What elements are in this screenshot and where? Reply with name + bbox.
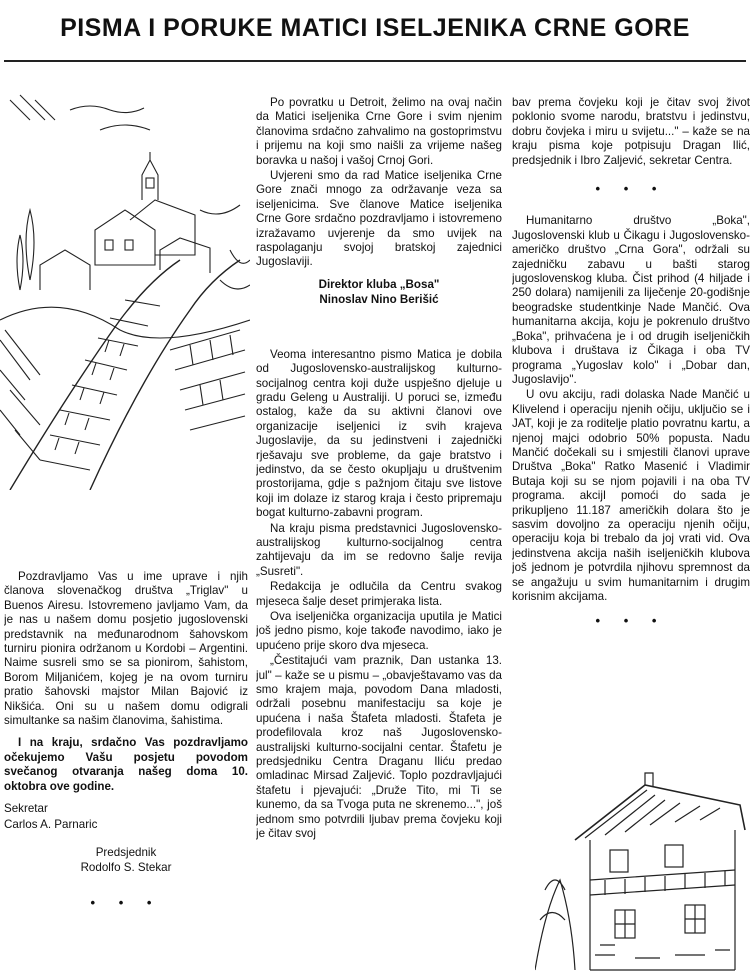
director-role: Direktor kluba „Bosa" bbox=[318, 277, 440, 291]
left-column bbox=[4, 570, 248, 974]
mid-paragraph-5: Redakcija je odlučila da Centru svakog mjeseca šalje deset primjeraka lista. bbox=[256, 580, 502, 608]
mid-paragraph-2: Uvjereni smo da rad Matice iseljenika Crne Gore znači mnogo za održavanje veza sa iseljenicima. Sve članove Matice iseljenika Crne Gore srdačno pozdravljamo i istovremeno izražavamo uvjerenje da smo uvijek na raspolaganju svojoj bratskoj zajednici Jugoslaviji. bbox=[256, 169, 502, 269]
section-separator: • • • bbox=[90, 894, 162, 910]
left-paragraph-2: I na kraju, srdačno Vas pozdravljamo očekujemo Vašu posjetu povodom svečanog otvaranja našeg doma 10. oktobra ove godine. bbox=[4, 736, 248, 793]
mid-paragraph-7: „Čestitajući vam praznik, Dan ustanka 13. jul" – kaže se u pismu – „obavještavamo vas da smo krajem maja, povodom Dana mladosti, održali posebnu manifestaciju sa koje je upućena i naša Štafeta mladosti. Štafeta je prodefilovala kroz naš Jugoslovensko-australijski kulturno-socijalni centar. Štafetu je predsjedniku Centra Draganu Iliću predao omladinac Mirsad Zaljević. Toplo pozdravljajući štafetu i pjevajući: „Druže Tito, mi Ti se kunemo, da sa Tvoga puta ne skrenemo...", još jednom smo potvrdili ljubav prema čovjeku koji je čitav svoj bbox=[256, 654, 502, 841]
section-separator-2: • • • bbox=[595, 613, 667, 629]
mid-paragraph-3: Veoma interesantno pismo Matica je dobila od Jugoslovensko-australijskog kulturno-socijalnog centra koji duže uspješno djeluje u gradu Geleng u Australiji. U poruci se, između ostalog, kaže da su aktivni članovi ove organizacije iseljenici iz svih krajeva Jugoslavije, da su jedinstveni i zajednički rješavaju sve probleme, da gaje bratstvo i jedinstvo, da se često okupljaju u društvenim prostorijama, gdje s pažnjom čitaju sve listove koji im dolaze iz starog kraja i često pripremaju bogat kulturno-zabavni program. bbox=[256, 347, 502, 520]
secretary-name: Carlos A. Parnaric bbox=[4, 817, 98, 831]
section-separator-1: • • • bbox=[595, 181, 667, 197]
mid-paragraph-4: Na kraju pisma predstavnici Jugoslovensko-australijskog kulturno-socijalnog centra zahtijevaju da im se redovno šalje revija „Susreti". bbox=[256, 521, 502, 578]
president-name: Rodolfo S. Stekar bbox=[80, 861, 172, 875]
left-paragraph-1: Pozdravljamo Vas u ime uprave i njih članova slovenačkog društva „Triglav" u Buenos Airesu. Istovremeno javljamo Vam, da je nas u našem domu posjetio jugoslovenski predstavnik na međunarodnom šahovskom turniru pionira održanom u Kordobi – Argentini. Naime susreli smo se sa pionirom, šahistom, Borom Miljanićem, kojeg je na ovom turniru pratio šahovski majstor Milan Bajović iz Nikšića. Oni su u našem domu odigrali simultanke sa našim članovima, šahistima. bbox=[4, 570, 248, 728]
director-name: Ninoslav Nino Berišić bbox=[319, 293, 439, 307]
secretary-role: Sekretar bbox=[4, 802, 48, 816]
title-rule bbox=[4, 60, 746, 62]
president-role: Predsjednik bbox=[95, 845, 157, 859]
old-house-illustration bbox=[535, 770, 750, 974]
village-sketch-illustration bbox=[0, 90, 250, 490]
right-paragraph-2: Humanitarno društvo „Boka", Jugoslovenski klub u Čikagu i Jugoslovensko-američko društvo „Crna Gora", održali su zajedničku zabavu u bašti starog jugoslovenskog kluba. Čist prihod (4 hiljade i 250 dolara) namijenili za liječenje 20-godišnje beogradske studentkinje Nade Mančić. Ova humanitarna akcija, koju je pokrenulo društvo „Boka", prihvaćena je i od drugih iseljeničkih klubova i društava iz Čikaga i oba TV programa „Yugoslav kolo" i „Dobar dan, Jugoslavijo". bbox=[512, 214, 750, 386]
mid-paragraph-6: Ova iseljenička organizacija uputila je Matici još jedno pismo, koje takođe navodimo, iako je upućeno prije skoro dva mjeseca. bbox=[256, 610, 502, 652]
right-column bbox=[512, 96, 750, 706]
page-title: PISMA I PORUKE MATICI ISELJENIKA CRNE GORE bbox=[60, 14, 690, 42]
right-paragraph-3: U ovu akciju, radi dolaska Nade Mančić u Klivelend i operaciju njenih očiju, uključio se i JAT, koji je za roditelje platio povratnu kartu, a njenoj majci odobrio 50% popusta. Nadu Mančić dočekali su i smjestili članovi uprave Društva „Boka" Ratko Masenić i Vladimir Butaja koji su se njom pojavili i na oba TV programa. akcijI pomoći do sada je prikupljeno 11.187 američkih dolara što je sasvim dovoljno za operaciju njenih očiju, operaciju koja bi trebalo da joj vrati vid. Ova jedinstvena akcija naših iseljeničkih klubova još jednom je potvrdila njihovu spremnost da se angažuju u svim humanitarnim i drugim korisnim akcijama. bbox=[512, 388, 750, 603]
right-paragraph-1: bav prema čovjeku koji je čitav svoj život poklonio svome narodu, bratstvu i jedinstvu, dobru čovjeka i miru u svijetu..." – kaže se na kraju pisma koje potpisuju Dragan Ilić, predsjednik i Ibro Zaljević, sekretar Centra. bbox=[512, 96, 750, 167]
middle-column bbox=[256, 96, 502, 974]
mid-paragraph-1: Po povratku u Detroit, želimo na ovaj način da Matici iseljenika Crne Gore i svim njenim članovima srdačno zahvalimo na gostoprimstvu i prijemu na koji smo naišli za vrijeme našeg boravka u našoj i vašoj Crnoj Gori. bbox=[256, 96, 502, 167]
